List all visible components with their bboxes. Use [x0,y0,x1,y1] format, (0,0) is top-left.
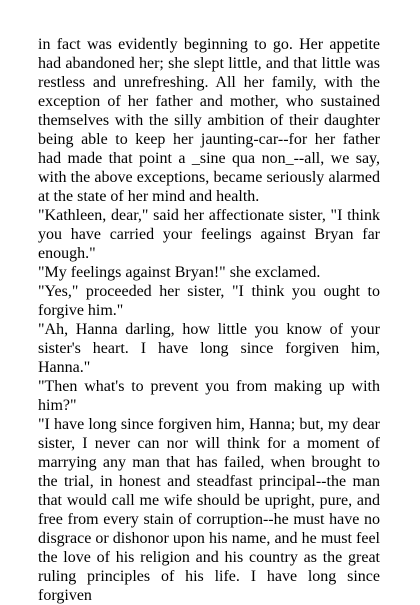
paragraph-dialogue: "Yes," proceeded her sister, "I think you ought to forgive him." [38,283,380,319]
paragraph-dialogue: "My feelings against Bryan!" she exclamed. [38,264,321,281]
paragraph-dialogue: "Then what's to prevent you from making up with him?" [38,378,380,414]
paragraph-dialogue: "Kathleen, dear," said her affectionate sister, "I think you have carried your feelings against Bryan far enough." [38,207,380,262]
paragraph-narration: in fact was evidently beginning to go. Her appetite had abandoned her; she slept little, and that little was restless and unrefreshing. All her family, with the exception of her father and mother, who sustained themselves with the silly ambition of their daughter being able to keep her jaunting-car--for her father had made that point a _sine qua non_--all, we say, with the above exceptions, became seriously alarmed at the state of her mind and health. [38,36,380,205]
paragraph-dialogue: "Ah, Hanna darling, how little you know of your sister's heart. I have long since forgiven him, Hanna." [38,321,380,376]
paragraph-dialogue: "I have long since forgiven him, Hanna; but, my dear sister, I never can nor will think for a moment of marrying any man that has failed, when brought to the trial, in honest and steadfast principal--the man that would call me wife should be upright, pure, and free from every stain of corruption--he must have no disgrace or dishonor upon his name, and he must feel the love of his religion and his country as the great ruling principles of his life. I have long since forgiven [38,416,380,604]
body-text [38,35,380,605]
